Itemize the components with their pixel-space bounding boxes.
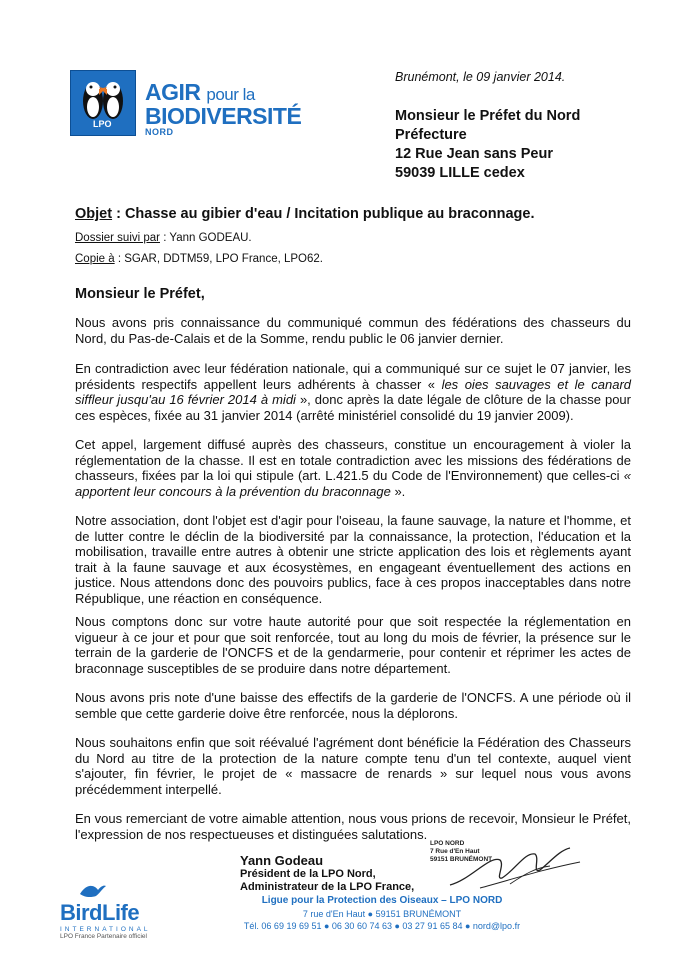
birdlife-logo: [60, 880, 151, 940]
stamp-line: 59151 BRUNÉMONT: [430, 856, 493, 863]
footer-org: Ligue pour la Protection des Oiseaux – LPO NORD: [261, 895, 503, 906]
birdlife-subtitle: LPO France Partenaire officiel: [60, 933, 147, 940]
subject-label: Objet: [75, 206, 113, 222]
subject-line: [75, 206, 534, 222]
logo-badge-text: LPO: [93, 119, 112, 129]
paragraph-2-text: En contradiction avec leur fédération nationale, qui a communiqué sur ce sujet le 07 janvier, les présidents respectifs appellent leurs adhérents à chasser «: [75, 361, 631, 392]
footer-address: 7 rue d'En Haut ● 59151 BRUNÉMONT: [302, 908, 462, 919]
footer-phones: Tél. 06 69 19 69 51 ● 06 30 60 74 63 ● 03 27 91 65 84 ● nord@lpo.fr: [243, 921, 521, 931]
logo-line1: [145, 80, 301, 104]
lpo-logo: [70, 70, 136, 136]
paragraph-4: Notre association, dont l'objet est d'agir pour l'oiseau, la faune sauvage, la nature et l'homme, et de lutter contre le déclin de la biodiversité par la connaissance, la protection, l'éducation et la mobilisation, travaille entre autres à obtenir une stricte application des lois et règlements ayant trait à la faune sauvage et aux écosystèmes, en engageant éventuellement des actions en justice. Nous attendons donc des pouvoirs publics, face à ces propos inacceptables dans notre République, une réaction en conséquence.: [75, 513, 631, 606]
recipient-line: 12 Rue Jean sans Peur: [395, 146, 553, 162]
salutation: Monsieur le Préfet,: [75, 286, 205, 302]
copy-line: [75, 253, 323, 265]
paragraph-6: Nous avons pris note d'une baisse des effectifs de la garderie de l'ONCFS. A une période où il semble que cette garderie doive être renforcée, nous la déplorons.: [75, 690, 631, 721]
recipient-address: [395, 107, 580, 183]
birdlife-name: BirdLife: [60, 900, 140, 925]
signature-block: [240, 854, 414, 895]
copy-text: : SGAR, DDTM59, LPO France, LPO62.: [114, 253, 323, 265]
paragraph-2-text-end: », donc après la date légale de clôture de la chasse pour ces espèces, fixée au 31 janvier 2014 (arrêté ministériel consolidé du 19 janvier 2009).: [75, 392, 631, 423]
signatory-title: Président de la LPO Nord,: [240, 867, 376, 880]
letter-date: Brunémont, le 09 janvier 2014.: [395, 70, 566, 84]
paragraph-3: [75, 437, 631, 499]
bird-icon: [78, 880, 108, 900]
paragraph-2: [75, 361, 631, 423]
paragraph-7: Nous souhaitons enfin que soit réévalué l'agrément dont bénéficie la Fédération des Chasseurs du Nord au titre de la protection de la nature compte tenu d'un tel contexte, auquel vient s'ajouter, fin février, le projet de « massacre de renards » sur lequel nous vous avons précédemment interpellé.: [75, 735, 631, 797]
stamp-line: 7 Rue d'En Haut: [430, 848, 480, 855]
paragraph-8: En vous remerciant de votre aimable attention, nous vous prions de recevoir, Monsieur le Préfet, l'expression de nos respectueuses et distinguées salutations.: [75, 811, 631, 842]
logo-agir: AGIR: [145, 79, 201, 105]
dossier-label: Dossier suivi par: [75, 232, 160, 244]
paragraph-5: Nous comptons donc sur votre haute autorité pour que soit respectée la réglementation en vigueur à ce jour et pour que soit renforcée, tout au long du mois de février, la présence sur le terrain de la garderie de l'ONCFS et de la gendarmerie, pour contenir et réprimer les actes de braconnage susceptibles de se produire dans notre département.: [75, 614, 631, 676]
logo-text: [145, 80, 301, 138]
copy-label: Copie à: [75, 253, 115, 265]
stamp-line: LPO NORD: [430, 840, 465, 847]
dossier-line: [75, 232, 252, 244]
logo-line2: BIODIVERSITÉ: [145, 103, 302, 130]
recipient-line: Préfecture: [395, 127, 467, 143]
birdlife-international: INTERNATIONAL: [60, 926, 151, 933]
logo-line3: NORD: [145, 127, 174, 138]
recipient-line: 59039 LILLE cedex: [395, 165, 525, 181]
recipient-line: Monsieur le Préfet du Nord: [395, 108, 581, 124]
paragraph-2-quote: les oies sauvages et le canard siffleur jusqu'au 16 février 2014 à midi: [75, 376, 632, 407]
paragraph-3-text: Cet appel, largement diffusé auprès des chasseurs, constitue un encouragement à violer la réglementation de la chasse. Il est en totale contradiction avec les missions des fédérations de chasseurs, fixées par la loi qui stipule (art. L.421.5 du Code de l'Environnement) que celles-ci: [75, 437, 631, 483]
paragraph-1: Nous avons pris connaissance du communiqué commun des fédérations des chasseurs du Nord, du Pas-de-Calais et de la Somme, rendu public le 06 janvier dernier.: [75, 315, 631, 346]
footer-contact: [232, 895, 532, 933]
paragraph-3-quote: « apportent leur concours à la prévention du braconnage: [75, 468, 631, 499]
subject-text: : Chasse au gibier d'eau / Incitation publique au braconnage.: [112, 206, 535, 222]
handwritten-signature: [440, 840, 590, 895]
signatory-title: Administrateur de la LPO France,: [240, 881, 415, 893]
signatory-name: Yann Godeau: [240, 853, 324, 868]
dossier-text: : Yann GODEAU.: [160, 232, 252, 244]
logo-pour-la: pour la: [206, 85, 255, 104]
paragraph-3-text-end: ».: [390, 483, 406, 499]
